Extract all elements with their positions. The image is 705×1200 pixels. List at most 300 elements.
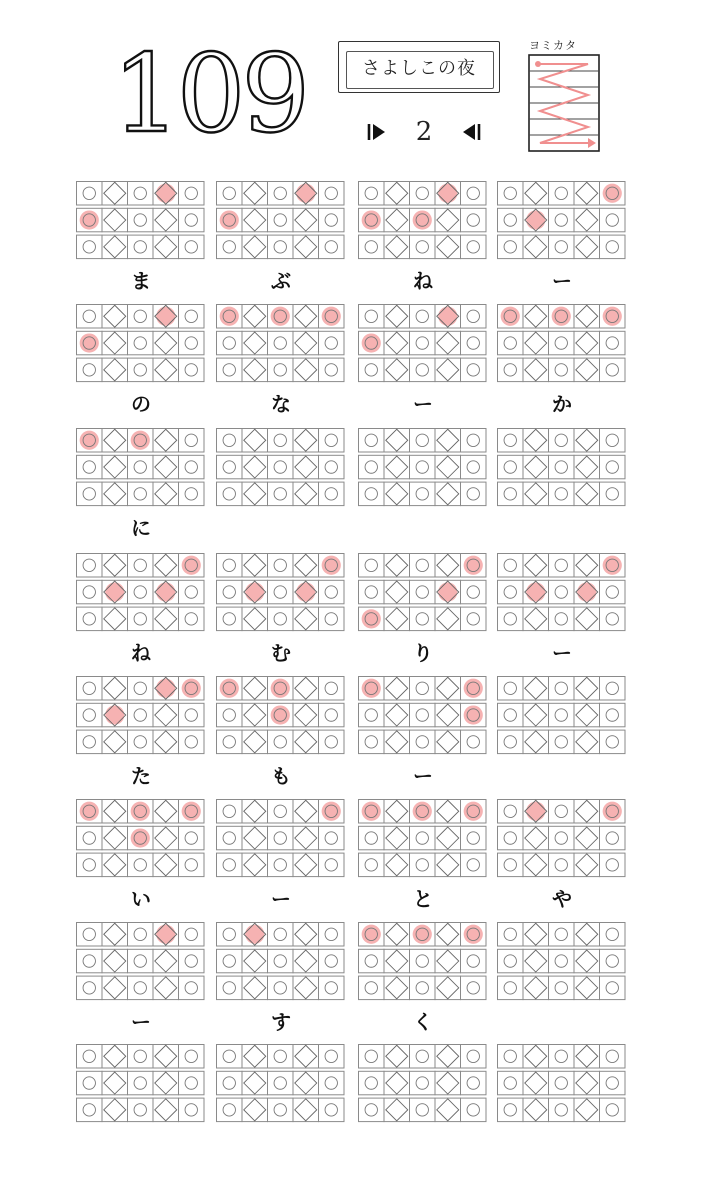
key-indicator bbox=[360, 115, 500, 149]
note-cell bbox=[384, 826, 410, 850]
note-cell bbox=[574, 800, 600, 824]
note-cell bbox=[242, 305, 268, 329]
note-cell bbox=[359, 923, 385, 947]
note-block bbox=[216, 304, 346, 385]
note-highlight bbox=[131, 828, 150, 847]
note-cell bbox=[549, 208, 575, 232]
note-cell bbox=[435, 554, 461, 578]
lyric-syllable: な bbox=[271, 392, 291, 416]
note-cell bbox=[242, 482, 268, 506]
note-cell bbox=[574, 429, 600, 453]
note-block-diagram bbox=[497, 799, 629, 880]
note-cell bbox=[128, 1045, 154, 1069]
note-cell bbox=[549, 1098, 575, 1122]
note-highlight bbox=[464, 925, 483, 944]
note-cell bbox=[549, 853, 575, 877]
note-cell bbox=[523, 1045, 549, 1069]
note-cell bbox=[77, 482, 103, 506]
note-cell bbox=[574, 182, 600, 206]
note-cell bbox=[242, 331, 268, 355]
note-cell bbox=[600, 677, 626, 701]
note-highlight bbox=[603, 184, 622, 203]
note-cell bbox=[293, 976, 319, 1000]
note-cell bbox=[128, 1098, 154, 1122]
note-block-diagram bbox=[358, 922, 490, 1003]
note-cell bbox=[600, 1071, 626, 1095]
note-cell bbox=[435, 1045, 461, 1069]
note-block bbox=[76, 799, 206, 880]
note-cell bbox=[242, 554, 268, 578]
note-cell bbox=[498, 949, 524, 973]
note-cell bbox=[179, 429, 205, 453]
note-cell bbox=[77, 949, 103, 973]
note-cell bbox=[574, 358, 600, 382]
note-cell bbox=[435, 455, 461, 479]
note-cell bbox=[268, 580, 294, 604]
note-cell bbox=[461, 482, 487, 506]
note-cell bbox=[293, 800, 319, 824]
note-cell bbox=[179, 730, 205, 754]
note-cell bbox=[179, 554, 205, 578]
note-cell bbox=[410, 182, 436, 206]
note-block-diagram bbox=[497, 553, 629, 634]
note-block-diagram bbox=[497, 428, 629, 509]
note-cell bbox=[268, 1071, 294, 1095]
note-cell bbox=[600, 949, 626, 973]
note-cell bbox=[268, 455, 294, 479]
note-cell bbox=[217, 482, 243, 506]
note-cell bbox=[293, 208, 319, 232]
note-cell bbox=[77, 730, 103, 754]
note-cell bbox=[435, 853, 461, 877]
note-block-diagram bbox=[497, 676, 629, 757]
note-cell bbox=[384, 331, 410, 355]
note-cell bbox=[319, 305, 345, 329]
note-cell bbox=[498, 554, 524, 578]
note-cell bbox=[600, 703, 626, 727]
note-cell bbox=[498, 853, 524, 877]
note-cell bbox=[523, 730, 549, 754]
note-block bbox=[358, 304, 488, 385]
note-cell bbox=[102, 677, 128, 701]
note-cell bbox=[293, 182, 319, 206]
note-cell bbox=[498, 1045, 524, 1069]
note-cell bbox=[153, 677, 179, 701]
note-highlight bbox=[271, 705, 290, 724]
note-cell bbox=[461, 1098, 487, 1122]
note-cell bbox=[523, 607, 549, 631]
note-cell bbox=[319, 580, 345, 604]
note-cell bbox=[319, 554, 345, 578]
note-highlight bbox=[296, 582, 315, 601]
lyric-syllable: の bbox=[131, 392, 151, 416]
note-cell bbox=[179, 580, 205, 604]
note-highlight bbox=[526, 802, 545, 821]
note-cell bbox=[600, 1098, 626, 1122]
note-cell bbox=[410, 730, 436, 754]
note-cell bbox=[574, 730, 600, 754]
note-cell bbox=[242, 949, 268, 973]
note-cell bbox=[549, 182, 575, 206]
note-cell bbox=[268, 607, 294, 631]
key-value: 2 bbox=[415, 117, 433, 147]
note-cell bbox=[359, 208, 385, 232]
note-cell bbox=[461, 976, 487, 1000]
note-cell bbox=[268, 482, 294, 506]
note-cell bbox=[600, 235, 626, 259]
note-cell bbox=[600, 305, 626, 329]
note-cell bbox=[217, 976, 243, 1000]
note-cell bbox=[128, 358, 154, 382]
note-cell bbox=[498, 677, 524, 701]
note-cell bbox=[574, 305, 600, 329]
note-cell bbox=[128, 554, 154, 578]
note-cell bbox=[461, 358, 487, 382]
note-cell bbox=[319, 677, 345, 701]
note-cell bbox=[384, 677, 410, 701]
note-cell bbox=[461, 305, 487, 329]
note-cell bbox=[498, 305, 524, 329]
note-cell bbox=[102, 331, 128, 355]
note-cell bbox=[102, 703, 128, 727]
note-cell bbox=[574, 208, 600, 232]
note-cell bbox=[319, 800, 345, 824]
note-cell bbox=[319, 1098, 345, 1122]
song-title-box bbox=[338, 41, 500, 93]
note-cell bbox=[179, 1045, 205, 1069]
note-block bbox=[216, 181, 346, 262]
note-cell bbox=[102, 358, 128, 382]
note-cell bbox=[549, 1071, 575, 1095]
note-cell bbox=[384, 923, 410, 947]
note-cell bbox=[217, 800, 243, 824]
note-cell bbox=[242, 1071, 268, 1095]
note-cell bbox=[217, 455, 243, 479]
note-cell bbox=[549, 305, 575, 329]
note-cell bbox=[461, 607, 487, 631]
note-cell bbox=[242, 923, 268, 947]
note-cell bbox=[102, 580, 128, 604]
note-cell bbox=[410, 949, 436, 973]
note-cell bbox=[102, 923, 128, 947]
note-cell bbox=[268, 1045, 294, 1069]
note-cell bbox=[384, 482, 410, 506]
note-cell bbox=[179, 949, 205, 973]
note-cell bbox=[549, 923, 575, 947]
note-cell bbox=[410, 826, 436, 850]
note-cell bbox=[128, 800, 154, 824]
note-cell bbox=[153, 949, 179, 973]
note-cell bbox=[384, 358, 410, 382]
note-cell bbox=[523, 305, 549, 329]
note-cell bbox=[217, 1098, 243, 1122]
note-cell bbox=[498, 455, 524, 479]
note-cell bbox=[523, 1098, 549, 1122]
note-block-diagram bbox=[497, 922, 629, 1003]
note-cell bbox=[549, 607, 575, 631]
note-cell bbox=[600, 182, 626, 206]
note-highlight bbox=[362, 925, 381, 944]
note-cell bbox=[410, 235, 436, 259]
note-cell bbox=[293, 1045, 319, 1069]
note-cell bbox=[574, 1071, 600, 1095]
note-cell bbox=[359, 235, 385, 259]
note-cell bbox=[153, 554, 179, 578]
note-cell bbox=[179, 482, 205, 506]
note-cell bbox=[461, 826, 487, 850]
note-cell bbox=[523, 182, 549, 206]
note-cell bbox=[498, 429, 524, 453]
note-cell bbox=[600, 607, 626, 631]
note-cell bbox=[102, 826, 128, 850]
note-highlight bbox=[271, 307, 290, 326]
note-cell bbox=[461, 949, 487, 973]
note-cell bbox=[242, 800, 268, 824]
note-cell bbox=[600, 800, 626, 824]
note-block-diagram bbox=[76, 676, 208, 757]
note-highlight bbox=[501, 307, 520, 326]
note-cell bbox=[153, 1098, 179, 1122]
note-cell bbox=[600, 208, 626, 232]
note-cell bbox=[77, 331, 103, 355]
note-highlight bbox=[577, 582, 596, 601]
note-cell bbox=[268, 949, 294, 973]
note-cell bbox=[384, 607, 410, 631]
note-cell bbox=[319, 1045, 345, 1069]
note-cell bbox=[217, 208, 243, 232]
note-cell bbox=[319, 607, 345, 631]
note-block bbox=[76, 1044, 206, 1125]
note-cell bbox=[574, 949, 600, 973]
note-cell bbox=[319, 455, 345, 479]
note-cell bbox=[128, 182, 154, 206]
note-block bbox=[76, 922, 206, 1003]
note-cell bbox=[410, 429, 436, 453]
note-block bbox=[216, 553, 346, 634]
note-cell bbox=[523, 826, 549, 850]
note-block bbox=[76, 676, 206, 757]
lyric-syllable: ー bbox=[413, 392, 433, 416]
note-cell bbox=[153, 235, 179, 259]
note-block bbox=[497, 799, 627, 880]
note-cell bbox=[293, 331, 319, 355]
note-highlight bbox=[80, 802, 99, 821]
note-highlight bbox=[182, 556, 201, 575]
note-cell bbox=[435, 358, 461, 382]
note-cell bbox=[549, 331, 575, 355]
note-cell bbox=[461, 235, 487, 259]
note-cell bbox=[217, 429, 243, 453]
note-cell bbox=[574, 1045, 600, 1069]
note-block-diagram bbox=[216, 799, 348, 880]
note-cell bbox=[77, 826, 103, 850]
note-cell bbox=[217, 853, 243, 877]
note-cell bbox=[242, 853, 268, 877]
note-cell bbox=[461, 580, 487, 604]
note-cell bbox=[179, 1098, 205, 1122]
note-cell bbox=[128, 949, 154, 973]
note-highlight bbox=[603, 802, 622, 821]
note-highlight bbox=[80, 333, 99, 352]
note-highlight bbox=[464, 556, 483, 575]
note-highlight bbox=[156, 184, 175, 203]
note-cell bbox=[384, 455, 410, 479]
note-cell bbox=[549, 358, 575, 382]
note-cell bbox=[293, 853, 319, 877]
note-cell bbox=[410, 923, 436, 947]
note-cell bbox=[128, 482, 154, 506]
note-cell bbox=[549, 826, 575, 850]
note-block bbox=[216, 1044, 346, 1125]
note-block-diagram bbox=[358, 799, 490, 880]
note-cell bbox=[293, 554, 319, 578]
note-cell bbox=[410, 482, 436, 506]
note-cell bbox=[384, 976, 410, 1000]
note-highlight bbox=[362, 802, 381, 821]
note-cell bbox=[293, 1071, 319, 1095]
note-cell bbox=[498, 703, 524, 727]
lyric-syllable: り bbox=[413, 641, 433, 665]
lyric-syllable: ー bbox=[552, 641, 572, 665]
note-cell bbox=[574, 607, 600, 631]
note-cell bbox=[77, 429, 103, 453]
note-cell bbox=[410, 554, 436, 578]
note-cell bbox=[319, 703, 345, 727]
note-block bbox=[497, 1044, 627, 1125]
note-cell bbox=[293, 580, 319, 604]
note-cell bbox=[319, 331, 345, 355]
note-cell bbox=[384, 1045, 410, 1069]
lyric-syllable: や bbox=[552, 887, 572, 911]
note-cell bbox=[523, 800, 549, 824]
note-cell bbox=[359, 703, 385, 727]
note-cell bbox=[359, 853, 385, 877]
note-cell bbox=[179, 358, 205, 382]
note-cell bbox=[268, 429, 294, 453]
note-cell bbox=[410, 853, 436, 877]
note-cell bbox=[128, 703, 154, 727]
note-cell bbox=[359, 976, 385, 1000]
note-cell bbox=[435, 923, 461, 947]
note-cell bbox=[153, 580, 179, 604]
note-cell bbox=[384, 1098, 410, 1122]
note-cell bbox=[549, 1045, 575, 1069]
note-block bbox=[497, 304, 627, 385]
note-highlight bbox=[296, 184, 315, 203]
note-block-diagram bbox=[76, 922, 208, 1003]
note-block-diagram bbox=[358, 428, 490, 509]
note-cell bbox=[128, 607, 154, 631]
note-cell bbox=[549, 482, 575, 506]
reading-order-guide bbox=[526, 40, 606, 155]
note-cell bbox=[498, 1098, 524, 1122]
note-cell bbox=[102, 1071, 128, 1095]
note-cell bbox=[293, 482, 319, 506]
note-cell bbox=[523, 853, 549, 877]
note-cell bbox=[153, 358, 179, 382]
note-cell bbox=[179, 235, 205, 259]
note-cell bbox=[77, 554, 103, 578]
note-cell bbox=[359, 305, 385, 329]
note-block-diagram bbox=[216, 676, 348, 757]
note-cell bbox=[600, 455, 626, 479]
note-cell bbox=[435, 182, 461, 206]
note-cell bbox=[498, 976, 524, 1000]
note-block-diagram bbox=[76, 1044, 208, 1125]
lyric-syllable: ぶ bbox=[271, 269, 291, 293]
note-cell bbox=[498, 826, 524, 850]
note-cell bbox=[217, 730, 243, 754]
note-cell bbox=[410, 677, 436, 701]
note-cell bbox=[498, 730, 524, 754]
note-highlight bbox=[182, 802, 201, 821]
note-cell bbox=[435, 429, 461, 453]
note-cell bbox=[498, 235, 524, 259]
note-cell bbox=[102, 182, 128, 206]
note-cell bbox=[179, 826, 205, 850]
note-cell bbox=[217, 607, 243, 631]
note-cell bbox=[268, 826, 294, 850]
note-cell bbox=[179, 800, 205, 824]
note-cell bbox=[600, 1045, 626, 1069]
note-cell bbox=[410, 358, 436, 382]
note-highlight bbox=[245, 925, 264, 944]
note-cell bbox=[217, 235, 243, 259]
note-cell bbox=[293, 677, 319, 701]
note-cell bbox=[77, 607, 103, 631]
note-highlight bbox=[526, 210, 545, 229]
note-cell bbox=[435, 235, 461, 259]
note-cell bbox=[102, 853, 128, 877]
note-cell bbox=[319, 923, 345, 947]
note-cell bbox=[410, 800, 436, 824]
note-cell bbox=[600, 826, 626, 850]
note-cell bbox=[319, 482, 345, 506]
note-block-diagram bbox=[76, 428, 208, 509]
note-cell bbox=[268, 208, 294, 232]
note-highlight bbox=[438, 184, 457, 203]
note-block-diagram bbox=[76, 553, 208, 634]
note-cell bbox=[574, 677, 600, 701]
note-cell bbox=[77, 923, 103, 947]
note-cell bbox=[574, 853, 600, 877]
lyric-syllable: に bbox=[131, 516, 151, 540]
note-cell bbox=[153, 730, 179, 754]
note-highlight bbox=[464, 679, 483, 698]
note-cell bbox=[153, 826, 179, 850]
note-cell bbox=[600, 853, 626, 877]
note-cell bbox=[359, 482, 385, 506]
note-cell bbox=[435, 976, 461, 1000]
note-cell bbox=[384, 305, 410, 329]
reading-order-icon bbox=[526, 52, 606, 154]
note-cell bbox=[461, 800, 487, 824]
note-cell bbox=[77, 235, 103, 259]
note-highlight bbox=[362, 210, 381, 229]
note-cell bbox=[549, 677, 575, 701]
note-cell bbox=[179, 208, 205, 232]
note-cell bbox=[319, 182, 345, 206]
note-cell bbox=[102, 554, 128, 578]
note-cell bbox=[384, 703, 410, 727]
note-cell bbox=[102, 429, 128, 453]
note-cell bbox=[600, 358, 626, 382]
note-cell bbox=[128, 208, 154, 232]
note-cell bbox=[102, 305, 128, 329]
note-highlight bbox=[552, 307, 571, 326]
note-cell bbox=[523, 235, 549, 259]
note-cell bbox=[128, 826, 154, 850]
